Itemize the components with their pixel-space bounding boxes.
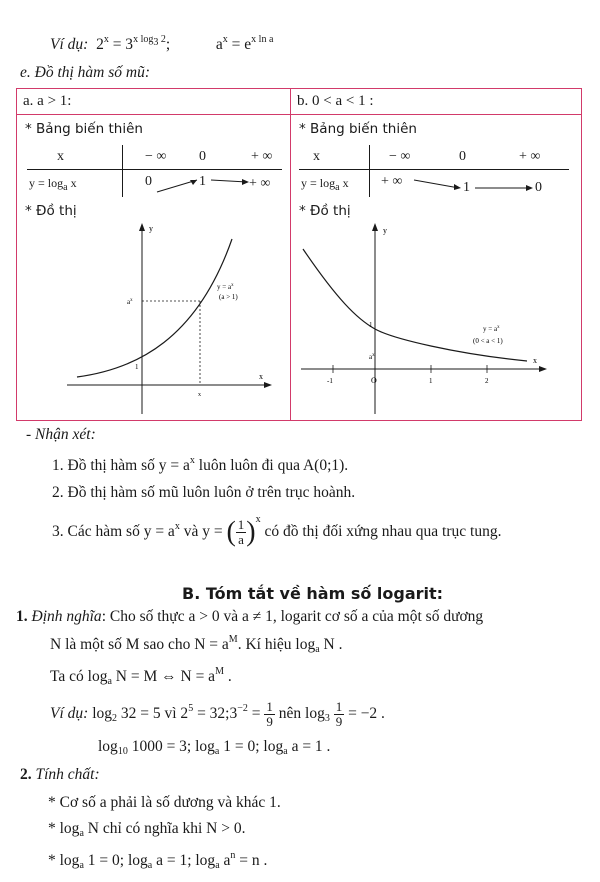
col1-x-neginf: − ∞ <box>145 149 167 164</box>
intro-example <box>50 34 273 54</box>
col1-y-posinf: + ∞ <box>249 176 271 191</box>
col2-x-zero: 0 <box>459 149 466 164</box>
col1-x-axis-label: x <box>259 372 263 381</box>
section-e-title: e. Đồ thị hàm số mũ: <box>20 64 151 81</box>
eq2-mid: = e <box>227 36 252 53</box>
col1-y-label: $y = \log_a x$ <box>29 176 77 193</box>
col2-condition: (0 < a < 1) <box>473 337 503 345</box>
col1-graph <box>47 219 277 419</box>
col1-x-label: x <box>57 149 64 164</box>
eq2-base: a <box>215 36 223 53</box>
section-b-title: B. Tóm tắt về hàm số logarit: <box>182 584 444 603</box>
eq1-exp2: x log <box>133 34 154 45</box>
col2-tick-1: 1 <box>429 377 433 385</box>
col1-header: a. a > 1: <box>23 93 72 109</box>
remark-2: 2. Đồ thị hàm số mũ luôn luôn ở trên trục hoành. <box>52 484 356 501</box>
col2-y-zero: 0 <box>535 180 542 195</box>
col2-graph-label: * Đồ thị <box>299 203 351 219</box>
property-3: * $\log_a 1 = 0$; $\log_a a = 1$; $\log_a a^n = n$ . <box>48 850 268 871</box>
eq2-exp: x <box>222 34 228 45</box>
eq1-semi: ; <box>165 36 171 53</box>
col2-x-neginf: − ∞ <box>389 149 411 164</box>
col1-curve-label: $y = a^x$ <box>217 283 234 291</box>
col2-y-axis-label: y <box>383 226 387 235</box>
remark-1: 1. Đồ thị hàm số $y = a^x$ luôn luôn đi qua A(0;1). <box>52 455 349 474</box>
col1-x-posinf: + ∞ <box>251 149 273 164</box>
col2-x-label: x <box>313 149 320 164</box>
col2-arrows <box>299 170 569 198</box>
col1-y-zero: 0 <box>145 174 152 189</box>
definition-line-1: 1. Định nghĩa: Cho số thực a > 0 và a ≠ 1, logarit cơ số a của một số dương <box>16 608 484 625</box>
col1-one-label: 1 <box>135 363 139 371</box>
col2-bbt-label: * Bảng biến thiên <box>299 121 417 137</box>
remark-3-fraction: $\frac{1}{a}$ <box>237 516 245 547</box>
remark-3: 3. Các hàm số $y = a^x$ và y = ( $\frac{1}{a}$ )$^x$ có đồ thị đối xứng nhau qua trục tung. <box>52 514 502 548</box>
col1-ax-label: $a^x$ <box>127 298 133 306</box>
col1-bbt-label: * Bảng biến thiên <box>25 121 143 137</box>
example-line-1: Ví dụ: $\log_2 32 = 5$ vì $2^5$ = $32;3^{-2}$ = $\frac{1}{9}$ nên $\log_3$ $\frac{1}{9}$ = −2 . <box>50 699 385 729</box>
col1-y-one: 1 <box>199 174 206 189</box>
col2-y-posinf: + ∞ <box>381 174 403 189</box>
col2-x-posinf: + ∞ <box>519 149 541 164</box>
col2-vtable-divider <box>369 145 370 197</box>
col2-tick-2: 2 <box>485 377 489 385</box>
intro-label: Ví dụ: <box>50 36 89 53</box>
exp-graph-table <box>16 88 582 421</box>
col2-x-axis-label: x <box>533 356 537 365</box>
col2-y-label: $y = \log_a x$ <box>301 176 349 193</box>
remarks-title: - Nhận xét: <box>26 426 96 443</box>
property-1: * Cơ số a phải là số dương và khác 1. <box>48 794 281 811</box>
col1-graph-label: * Đồ thị <box>25 203 77 219</box>
eq1-exp: x <box>103 34 109 45</box>
eq1-mid: = 3 <box>108 36 134 53</box>
example-fraction-2: $\frac{1}{9}$ <box>335 699 343 729</box>
properties-title: 2. Tính chất: <box>20 766 100 783</box>
col2-tick-neg1: -1 <box>327 377 333 385</box>
col1-y-axis-label: y <box>149 224 153 233</box>
col1-condition: (a > 1) <box>219 293 238 301</box>
eq2-exp2: x ln a <box>251 34 274 45</box>
eq1-exp2b: 2 <box>158 34 166 45</box>
col2-ax-label: $a^x$ <box>369 353 375 361</box>
eq1-base: 2 <box>96 36 104 53</box>
col2-graph <box>297 219 557 419</box>
col1-arrows <box>27 170 282 198</box>
property-2: * $\log_a N$ chỉ có nghĩa khi N > 0. <box>48 820 246 839</box>
col2-variation-table <box>299 145 569 198</box>
example-fraction-1: $\frac{1}{9}$ <box>266 699 273 729</box>
definition-line-2: N là một số M sao cho $N = a^M$. Kí hiệu $\log_a N$ . <box>50 634 343 655</box>
col2-curve-label: $y = a^x$ <box>483 325 500 333</box>
col2-tick-origin: O <box>371 376 377 385</box>
definition-line-3: Ta có $\log_a N = M$ ⇔ $N = a^M$ . <box>50 666 232 687</box>
eq1-sub2: 3 <box>153 37 159 48</box>
col1-x-tick: x <box>198 392 201 398</box>
col1-variation-table <box>27 145 282 198</box>
col1-curve <box>77 239 232 377</box>
col2-one-label: 1 <box>369 321 373 329</box>
example-line-2: $\log_{10} 1000 = 3$; $\log_a 1 = 0$; $\log_a a = 1$ . <box>98 738 331 757</box>
col2-header: b. 0 < a < 1 : <box>297 93 374 109</box>
col2-y-one: 1 <box>463 180 470 195</box>
col1-vtable-divider <box>122 145 123 197</box>
col1-x-zero: 0 <box>199 149 206 164</box>
